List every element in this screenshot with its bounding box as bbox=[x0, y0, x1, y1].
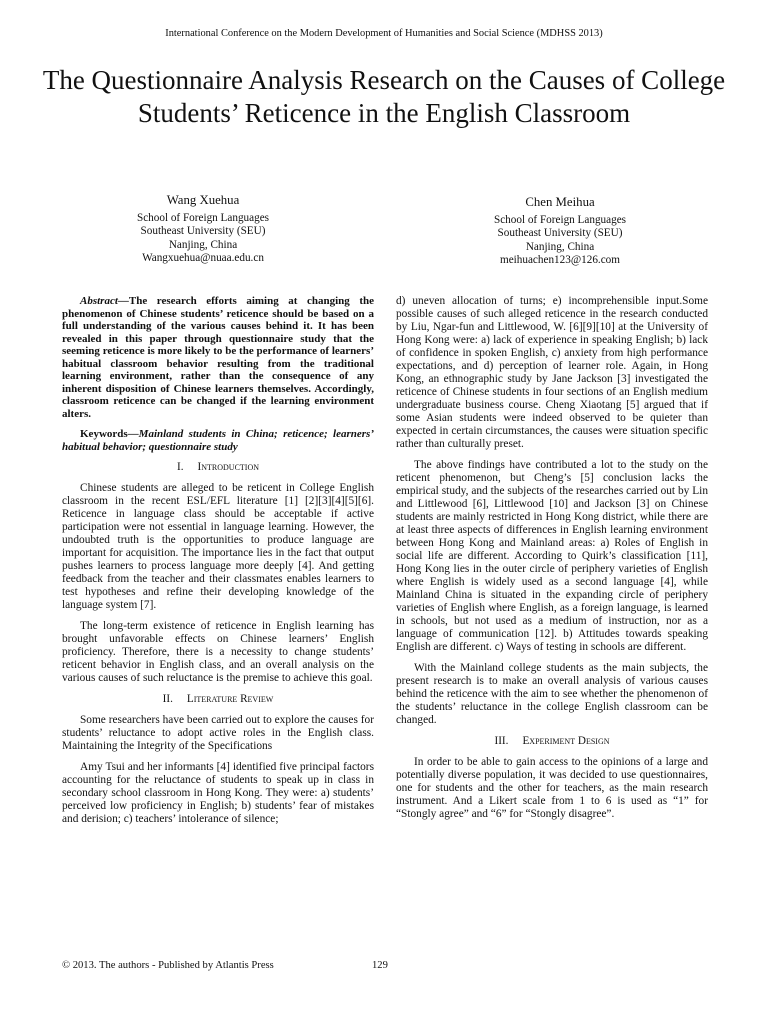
left-column bbox=[62, 295, 374, 834]
section-number: III. bbox=[494, 735, 509, 747]
section-number: I. bbox=[176, 461, 184, 473]
abstract-text: The research efforts aiming at changing the phenomenon of Chinese students’ reticence should be based on a full understanding of the various causes behind it. It has been revealed in this paper through questionnaire study that the seeming reticence is more likely to be the performance of learners’ habitual classroom behavior resulting from the traditional learning environment, rather than the consequence of any inherent disposition of Chinese learners themselves. Accordingly, classroom reticence can be changed if the learning environment alters. bbox=[62, 295, 374, 420]
abstract-label: Abstract— bbox=[80, 295, 129, 307]
section-heading-experiment-design bbox=[396, 735, 708, 748]
paragraph: d) uneven allocation of turns; e) incomprehensible input.Some possible causes of such alleged reticence in the research conducted by Liu, Ngar-fun and Littlewood, W. [6][9][10] at the University of Hong Kong were: a) lack of experience in speaking English; b) lack of confidence in spoken English, c) anxiety from high performance expectations, and d) perception of learner role. Again, in Hong Kong, an ethnographic study by Jane Jackson [3] investigated the reticence of Chinese students in four sections of an English medium undergraduate business course. Cheng Xiaotang [5] argued that if some Asian students were indeed observed to be quieter than expected in certain circumstances, the causes were situation specific rather than culturally preset. bbox=[396, 295, 708, 450]
keywords-label: Keywords— bbox=[80, 428, 139, 440]
paper-title: The Questionnaire Analysis Research on the Causes of College Students’ Reticence in the English Classroom bbox=[42, 65, 726, 128]
footer-copyright: © 2013. The authors - Published by Atlantis Press bbox=[62, 960, 274, 971]
paragraph: The above findings have contributed a lot to the study on the reticent phenomenon, but Cheng’s [5] conclusion lacks the empirical study, and the subjects of the researches carried out by Lin and Littlewood [6], Littlewood [10] and Jackson [3] on Chinese students are mainly restricted in Hong Kong district, while there are at least three aspects of differences in English learning environment between Hong Kong and Mainland areas: a) Roles of English in social life are different. According to Quirk’s classification [11], Hong Kong lies in the outer circle of periphery varieties of English where English is widely used as a second language [4], while Mainland China is situated in the expanding circle of periphery varieties of English where English, as a foreign language, is learned in schools, but not used as a medium of instruction, nor as a language of communication [12]. b) Attitudes towards speaking English are different. c) Ways of testing in schools are different. bbox=[396, 459, 708, 653]
author-block-2 bbox=[430, 196, 690, 268]
author-email: meihuachen123@126.com bbox=[500, 254, 620, 266]
paragraph: Amy Tsui and her informants [4] identified five principal factors accounting for the reluctance of students to speak up in class in secondary school classroom in Hong Kong. They were: a) students’ perceived low proficiency in English; b) students’ fear of mistakes and derision; c) teachers’ intolerance of silence; bbox=[62, 761, 374, 825]
section-title: Literature Review bbox=[186, 693, 274, 705]
author-location: Nanjing, China bbox=[525, 240, 595, 253]
keywords bbox=[62, 428, 374, 453]
author-location: Nanjing, China bbox=[168, 238, 238, 251]
author-block-1 bbox=[73, 194, 333, 266]
paragraph: Chinese students are alleged to be reticent in College English classroom in the recent ESL/EFL literature [1] [2][3][4][5][6]. Reticence in language class should be acceptable if active participation were not essential in language learning. However, the undoubted truth is the opportunities to produce language are important for acquisition. The importance lies in the fact that output pushes learners to process language more deeply [4]. And getting feedback from the teacher and their classmates enables learners to test hypotheses and refine their developing knowledge of the language system [7]. bbox=[62, 482, 374, 611]
author-affiliation: School of Foreign Languages bbox=[493, 213, 627, 226]
right-column bbox=[396, 295, 708, 829]
paragraph: With the Mainland college students as the main subjects, the present research is to make an overall analysis of various causes behind the reticence with the aim to see whether the phenomenon of the students’ reluctance in the college English classroom can be changed. bbox=[396, 662, 708, 726]
paragraph: Some researchers have been carried out to explore the causes for students’ reluctance to adopt active roles in the English class. Maintaining the Integrity of the Specifications bbox=[62, 714, 374, 752]
paragraph: The long-term existence of reticence in English learning has brought unfavorable effects on Chinese learners’ English proficiency. Therefore, there is a necessity to change students’ reticent behavior in English class, and an overall analysis on the various causes of such reluctance is the premise to achieve this goal. bbox=[62, 620, 374, 684]
section-heading-literature-review bbox=[62, 693, 374, 706]
author-university: Southeast University (SEU) bbox=[140, 225, 266, 237]
section-heading-introduction bbox=[62, 461, 374, 474]
conference-header: International Conference on the Modern Development of Humanities and Social Science (MDHSS 2013) bbox=[165, 28, 603, 39]
section-title: Experiment Design bbox=[522, 735, 610, 747]
author-university: Southeast University (SEU) bbox=[497, 227, 623, 239]
keywords-text: Mainland students in China; reticence; learners’ habitual behavior; questionnaire study bbox=[62, 428, 374, 453]
author-email: Wangxuehua@nuaa.edu.cn bbox=[142, 252, 264, 264]
paragraph: In order to be able to gain access to the opinions of a large and potentially diverse population, it was decided to use questionnaires, one for students and the other for teachers, as the main research instrument. And a Likert scale from 1 to 6 is used as “1” for “Stongly agree” and “6” for “Stongly disagree”. bbox=[396, 756, 708, 820]
author-name: Wang Xuehua bbox=[166, 193, 240, 207]
section-number: II. bbox=[162, 693, 173, 705]
section-title: Introduction bbox=[197, 461, 260, 473]
author-affiliation: School of Foreign Languages bbox=[136, 211, 270, 224]
abstract bbox=[62, 295, 374, 420]
author-name: Chen Meihua bbox=[525, 195, 595, 209]
page-number: 129 bbox=[372, 960, 388, 971]
